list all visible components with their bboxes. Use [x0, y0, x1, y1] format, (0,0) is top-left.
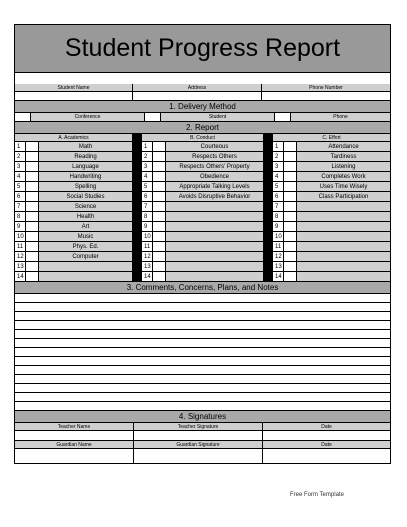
guardian-fields-row: [15, 449, 390, 463]
report-item-label: Respects Others' Property: [166, 162, 263, 172]
grade-field[interactable]: [26, 202, 39, 212]
grade-field[interactable]: [284, 192, 297, 202]
row-number: 6: [273, 192, 284, 202]
info-fields-row: [15, 92, 390, 101]
grade-field[interactable]: [26, 142, 39, 152]
grade-field[interactable]: [284, 242, 297, 252]
phone-checkbox[interactable]: [275, 113, 291, 121]
progress-report-form: [14, 24, 391, 464]
grade-field[interactable]: [26, 172, 39, 182]
guardian-date-field[interactable]: [263, 449, 390, 463]
report-item-label: Reading: [39, 152, 132, 162]
row-number: 13: [273, 262, 284, 272]
row-number: 14: [142, 272, 153, 282]
guardian-label-row: [15, 441, 390, 449]
row-number: 6: [15, 192, 26, 202]
grade-field[interactable]: [284, 152, 297, 162]
row-number: 5: [273, 182, 284, 192]
grade-field[interactable]: [26, 242, 39, 252]
grade-field[interactable]: [284, 232, 297, 242]
grade-field[interactable]: [26, 162, 39, 172]
grade-field[interactable]: [153, 142, 166, 152]
row-number: 8: [273, 212, 284, 222]
comment-line[interactable]: [15, 375, 390, 384]
grade-field[interactable]: [153, 202, 166, 212]
row-number: 3: [142, 162, 153, 172]
report-item-label: [166, 242, 263, 252]
grade-field[interactable]: [153, 152, 166, 162]
guardian-signature-field[interactable]: [134, 449, 263, 463]
grade-field[interactable]: [284, 202, 297, 212]
comment-line[interactable]: [15, 348, 390, 357]
report-item-label: Completes Work: [297, 172, 390, 182]
report-item-label: Listening: [297, 162, 390, 172]
grade-field[interactable]: [284, 162, 297, 172]
student-label: Student: [161, 113, 275, 121]
teacher-date-field[interactable]: [263, 431, 390, 440]
grade-field[interactable]: [153, 222, 166, 232]
row-number: 3: [273, 162, 284, 172]
report-item-label: [297, 262, 390, 272]
row-number: 2: [15, 152, 26, 162]
phone-option-label: Phone: [291, 113, 390, 121]
delivery-method-header: 1. Delivery Method: [15, 101, 390, 113]
guardian-date-label: Date: [321, 441, 332, 448]
conference-checkbox[interactable]: [15, 113, 31, 121]
comment-line[interactable]: [15, 294, 390, 303]
report-item-label: Math: [39, 142, 132, 152]
report-item-label: Computer: [39, 252, 132, 262]
report-column-header: B. Conduct: [142, 134, 263, 142]
teacher-date-label: Date: [321, 423, 332, 430]
guardian-name-label: Guardian Name: [15, 441, 134, 448]
row-number: 4: [142, 172, 153, 182]
row-number: 12: [273, 252, 284, 262]
signatures-header: 4. Signatures: [15, 411, 390, 423]
row-number: 10: [15, 232, 26, 242]
grade-field[interactable]: [26, 182, 39, 192]
report-item-label: [39, 262, 132, 272]
guardian-signature-label: Guardian Signature: [134, 441, 263, 448]
grade-field[interactable]: [26, 252, 39, 262]
column-divider: [132, 134, 142, 282]
grade-field[interactable]: [153, 242, 166, 252]
delivery-options-row: [15, 113, 390, 122]
teacher-signature-label: Teacher Signature: [134, 423, 263, 430]
grade-field[interactable]: [284, 262, 297, 272]
report-item-label: [166, 212, 263, 222]
report-item-label: [166, 272, 263, 282]
report-grid: [15, 134, 390, 282]
report-item-label: [297, 272, 390, 282]
report-item-label: Science: [39, 202, 132, 212]
teacher-name-label: Teacher Name: [15, 423, 134, 430]
row-number: 11: [142, 242, 153, 252]
row-number: 7: [142, 202, 153, 212]
row-number: 7: [15, 202, 26, 212]
grade-field[interactable]: [284, 222, 297, 232]
grade-field[interactable]: [153, 212, 166, 222]
row-number: 5: [142, 182, 153, 192]
row-number: 4: [15, 172, 26, 182]
row-number: 9: [15, 222, 26, 232]
teacher-name-field[interactable]: [15, 431, 134, 440]
report-item-label: [297, 212, 390, 222]
row-number: 10: [142, 232, 153, 242]
student-checkbox[interactable]: [145, 113, 161, 121]
grade-field[interactable]: [153, 272, 166, 282]
footer-text: Free Form Template: [290, 492, 344, 498]
comment-line[interactable]: [15, 303, 390, 312]
comment-line[interactable]: [15, 366, 390, 375]
grade-field[interactable]: [284, 212, 297, 222]
report-header: 2. Report: [15, 122, 390, 134]
grade-field[interactable]: [153, 182, 166, 192]
report-item-label: Obedience: [166, 172, 263, 182]
report-item-label: Attendance: [297, 142, 390, 152]
comments-header: 3. Comments, Concerns, Plans, and Notes: [15, 282, 390, 294]
grade-field[interactable]: [153, 252, 166, 262]
report-item-label: [297, 242, 390, 252]
row-number: 11: [15, 242, 26, 252]
student-name-label: Student Name: [15, 84, 133, 91]
grade-field[interactable]: [284, 172, 297, 182]
report-item-label: Language: [39, 162, 132, 172]
address-label: Address: [133, 84, 262, 91]
phone-label: Phone Number: [309, 84, 343, 91]
report-item-label: [166, 222, 263, 232]
row-number: 1: [273, 142, 284, 152]
report-item-label: [166, 252, 263, 262]
report-item-label: [166, 262, 263, 272]
row-number: 2: [142, 152, 153, 162]
report-column-header: A. Academics: [15, 134, 132, 142]
row-number: 8: [142, 212, 153, 222]
grade-field[interactable]: [153, 232, 166, 242]
row-number: 14: [273, 272, 284, 282]
comment-line[interactable]: [15, 393, 390, 402]
grade-field[interactable]: [153, 162, 166, 172]
comment-line[interactable]: [15, 339, 390, 348]
row-number: 6: [142, 192, 153, 202]
teacher-fields-row: [15, 431, 390, 441]
report-item-label: [297, 252, 390, 262]
grade-field[interactable]: [284, 272, 297, 282]
grade-field[interactable]: [153, 262, 166, 272]
row-number: 13: [142, 262, 153, 272]
report-item-label: Courteous: [166, 142, 263, 152]
row-number: 8: [15, 212, 26, 222]
guardian-name-field[interactable]: [15, 449, 134, 463]
info-label-row: [15, 84, 390, 92]
report-item-label: [297, 232, 390, 242]
grade-field[interactable]: [26, 262, 39, 272]
comment-line[interactable]: [15, 330, 390, 339]
row-number: 4: [273, 172, 284, 182]
grade-field[interactable]: [26, 192, 39, 202]
comment-line[interactable]: [15, 312, 390, 321]
report-item-label: Uses Time Wisely: [297, 182, 390, 192]
report-item-label: Music: [39, 232, 132, 242]
row-number: 9: [142, 222, 153, 232]
grade-field[interactable]: [153, 172, 166, 182]
page-title: Student Progress Report: [15, 25, 390, 73]
grade-field[interactable]: [26, 152, 39, 162]
report-item-label: Handwriting: [39, 172, 132, 182]
report-item-label: Art: [39, 222, 132, 232]
row-number: 12: [142, 252, 153, 262]
grade-field[interactable]: [26, 212, 39, 222]
comment-line[interactable]: [15, 321, 390, 330]
report-item-label: [166, 232, 263, 242]
comment-line[interactable]: [15, 357, 390, 366]
row-number: 1: [15, 142, 26, 152]
row-number: 9: [273, 222, 284, 232]
report-item-label: [39, 272, 132, 282]
row-number: 14: [15, 272, 26, 282]
grade-field[interactable]: [26, 222, 39, 232]
address-field[interactable]: [133, 92, 262, 100]
row-number: 7: [273, 202, 284, 212]
report-column-header: C. Effort: [273, 134, 390, 142]
report-item-label: Phys. Ed.: [39, 242, 132, 252]
row-number: 10: [273, 232, 284, 242]
report-item-label: Appropriate Talking Levels: [166, 182, 263, 192]
report-item-label: Health: [39, 212, 132, 222]
row-number: 12: [15, 252, 26, 262]
grade-field[interactable]: [26, 232, 39, 242]
phone-field[interactable]: [262, 92, 390, 100]
row-number: 2: [273, 152, 284, 162]
comment-line[interactable]: [15, 402, 390, 411]
teacher-signature-field[interactable]: [134, 431, 263, 440]
report-item-label: Avoids Disruptive Behavior: [166, 192, 263, 202]
report-item-label: Respects Others: [166, 152, 263, 162]
teacher-label-row: [15, 423, 390, 431]
row-number: 1: [142, 142, 153, 152]
grade-field[interactable]: [284, 182, 297, 192]
grade-field[interactable]: [284, 252, 297, 262]
row-number: 3: [15, 162, 26, 172]
conference-label: Conference: [31, 113, 145, 121]
row-number: 5: [15, 182, 26, 192]
grade-field[interactable]: [153, 192, 166, 202]
grade-field[interactable]: [26, 272, 39, 282]
row-number: 11: [273, 242, 284, 252]
comment-line[interactable]: [15, 384, 390, 393]
report-item-label: [166, 202, 263, 212]
row-number: 13: [15, 262, 26, 272]
column-divider: [263, 134, 273, 282]
report-item-label: Tardiness: [297, 152, 390, 162]
grade-field[interactable]: [284, 142, 297, 152]
report-item-label: [297, 222, 390, 232]
report-item-label: [297, 202, 390, 212]
student-name-field[interactable]: [15, 92, 133, 100]
report-item-label: Spelling: [39, 182, 132, 192]
report-item-label: Social Studies: [39, 192, 132, 202]
report-item-label: Class Participation: [297, 192, 390, 202]
